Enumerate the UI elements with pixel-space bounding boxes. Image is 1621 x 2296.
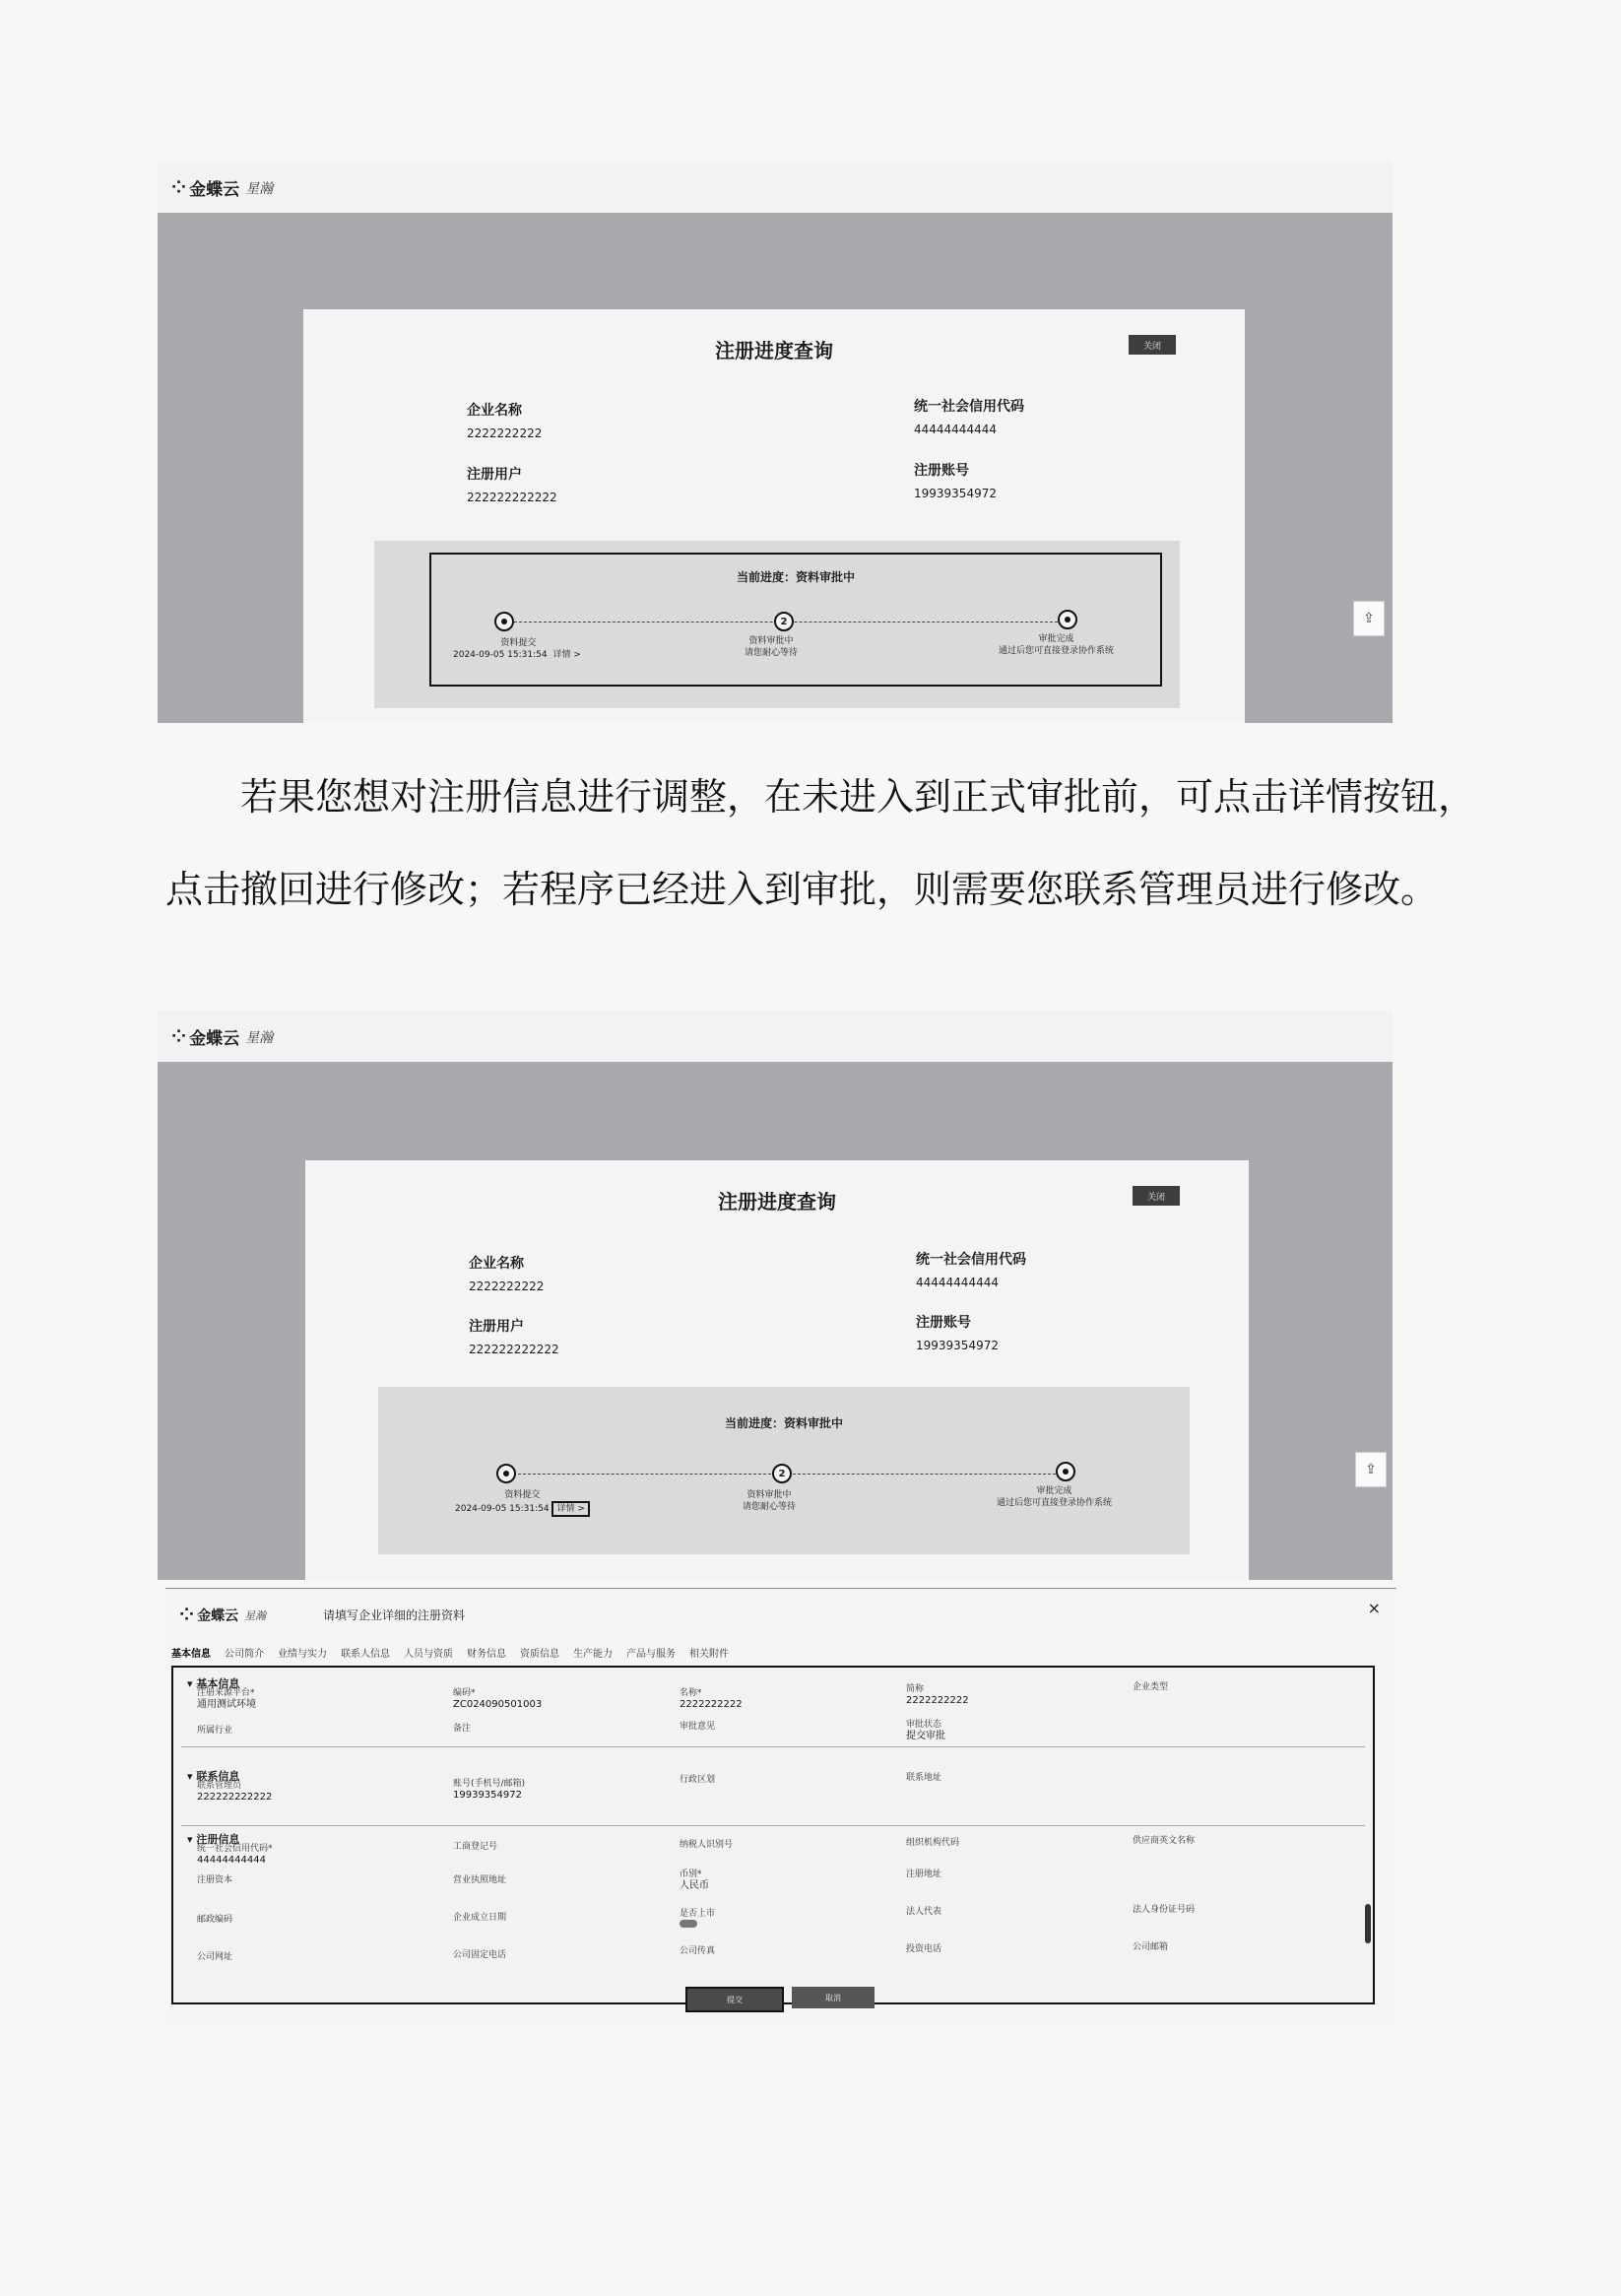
- company-type-field[interactable]: 企业类型: [1133, 1682, 1169, 1692]
- tab-qualification[interactable]: 资质信息: [520, 1649, 559, 1660]
- code-field[interactable]: 编码* ZC024090501003: [453, 1688, 543, 1710]
- invest-phone-field[interactable]: 投资电话: [906, 1944, 942, 1954]
- page-title: 注册进度查询: [718, 1190, 836, 1214]
- step1-text: 资料提交 2024-09-05 15:31:54 详情 >: [453, 637, 584, 661]
- step2-dot-icon: 2: [774, 612, 794, 631]
- tab-products[interactable]: 产品与服务: [626, 1649, 676, 1660]
- short-name-field[interactable]: 简称 2222222222: [906, 1684, 969, 1706]
- screenshot-registration-progress-detail: [158, 1011, 1393, 1580]
- user-field: 注册用户 222222222222: [469, 1319, 559, 1356]
- instruction-paragraph: 若果您想对注册信息进行调整，在未进入到正式审批前，可点击详情按钮，点击撤回进行修改；若程序已经进入到审批，则需要您联系管理员进行修改。: [165, 775, 1476, 911]
- step1-dot-icon: [496, 1464, 516, 1483]
- company-field: 企业名称 2222222222: [467, 403, 543, 440]
- modal-header: [165, 1589, 1396, 1638]
- tab-performance[interactable]: 业绩与实力: [278, 1649, 327, 1660]
- upload-icon[interactable]: ⇪: [1355, 1452, 1387, 1487]
- progress-card: [303, 309, 1245, 723]
- tab-finance[interactable]: 财务信息: [467, 1649, 506, 1660]
- tab-intro[interactable]: 公司简介: [225, 1649, 264, 1660]
- modal-tabs: [171, 1645, 729, 1660]
- app-logo: ⁘ 金蝶云 星瀚: [171, 177, 274, 200]
- upload-icon[interactable]: ⇪: [1353, 601, 1385, 636]
- reg-address-field[interactable]: 注册地址: [906, 1870, 942, 1879]
- address-field[interactable]: 联系地址: [906, 1773, 942, 1783]
- screenshot-registration-progress: [158, 162, 1393, 723]
- app-logo: ⁘ 金蝶云 星瀚: [171, 1026, 274, 1049]
- credit-code-field: 统一社会信用代码 44444444444: [914, 399, 1024, 436]
- step3-dot-icon: [1056, 1462, 1075, 1481]
- submit-button[interactable]: 提交: [685, 1987, 784, 2012]
- name-field[interactable]: 名称* 2222222222: [680, 1688, 743, 1710]
- account-field: 注册账号 19939354972: [916, 1315, 999, 1352]
- listed-toggle[interactable]: 是否上市: [680, 1908, 715, 1932]
- fax-field[interactable]: 公司传真: [680, 1946, 716, 1956]
- reg-source-field[interactable]: 注册来源平台* 通用测试环境: [197, 1688, 256, 1710]
- close-button[interactable]: 关闭: [1133, 1186, 1180, 1206]
- org-code-field[interactable]: 组织机构代码: [906, 1838, 960, 1848]
- page-title: 注册进度查询: [715, 339, 833, 362]
- progress-panel: [378, 1387, 1190, 1554]
- credit-code-field: 统一社会信用代码 44444444444: [916, 1252, 1026, 1289]
- modal-scrollbar[interactable]: [1365, 1904, 1371, 1943]
- supplier-en-field[interactable]: 供应商英文名称: [1133, 1836, 1196, 1846]
- progress-title: 当前进度：资料审批中: [724, 1416, 843, 1430]
- section-register[interactable]: ▾ 注册信息: [187, 1833, 240, 1846]
- app-header: [158, 1011, 1393, 1062]
- tax-id-field[interactable]: 纳税人识别号: [680, 1840, 734, 1850]
- biz-reg-field[interactable]: 工商登记号: [453, 1842, 498, 1852]
- step1-text: 资料提交 2024-09-05 15:31:54 详情 >: [455, 1489, 590, 1517]
- currency-field[interactable]: 币别* 人民币: [680, 1870, 709, 1891]
- app-header: [158, 162, 1393, 213]
- capital-field[interactable]: 注册资本: [197, 1875, 233, 1885]
- tab-staff[interactable]: 人员与资质: [404, 1649, 453, 1660]
- tab-attachments[interactable]: 相关附件: [689, 1649, 729, 1660]
- contact-field[interactable]: 联系管理员 222222222222: [197, 1781, 273, 1803]
- step3-dot-icon: [1058, 610, 1077, 629]
- logo-mark-icon: ⁘: [171, 177, 184, 198]
- progress-panel: [374, 541, 1180, 708]
- tab-basic[interactable]: 基本信息: [171, 1649, 211, 1660]
- user-field: 注册用户 222222222222: [467, 467, 557, 504]
- approval-opinion-field[interactable]: 审批意见: [680, 1722, 716, 1732]
- tab-production[interactable]: 生产能力: [573, 1649, 613, 1660]
- website-field[interactable]: 公司网址: [197, 1952, 233, 1962]
- legal-id-field[interactable]: 法人身份证号码: [1133, 1905, 1196, 1915]
- divider: [181, 1825, 1365, 1826]
- modal-title: 请填写企业详细的注册资料: [323, 1608, 466, 1622]
- detail-link[interactable]: 详情 >: [552, 650, 581, 660]
- logo-mark-icon: ⁘: [171, 1026, 184, 1047]
- progress-title: 当前进度：资料审批中: [736, 570, 855, 584]
- section-contact[interactable]: ▾ 联系信息: [187, 1770, 240, 1783]
- step3-text: 审批完成 通过后您可直接登录协作系统: [997, 1486, 1113, 1508]
- step1-dot-icon: [494, 612, 514, 631]
- close-icon[interactable]: ×: [1367, 1599, 1381, 1617]
- company-field: 企业名称 2222222222: [469, 1256, 545, 1293]
- progress-card: [305, 1160, 1249, 1580]
- phone-field[interactable]: 公司固定电话: [453, 1950, 507, 1960]
- step2-text: 资料审批中 请您耐心等待: [745, 636, 799, 658]
- biz-license-addr-field[interactable]: 营业执照地址: [453, 1875, 507, 1885]
- founded-date-field[interactable]: 企业成立日期: [453, 1913, 507, 1923]
- account-field: 注册账号 19939354972: [914, 463, 997, 500]
- status-field[interactable]: 审批状态 提交审批: [906, 1720, 945, 1741]
- credit-code-input[interactable]: 统一社会信用代码* 44444444444: [197, 1844, 273, 1866]
- industry-field[interactable]: 所属行业: [197, 1726, 233, 1736]
- postcode-field[interactable]: 邮政编码: [197, 1915, 233, 1925]
- cancel-button[interactable]: 取消: [792, 1987, 875, 2008]
- app-logo: ⁘ 金蝶云 星瀚: [179, 1605, 267, 1625]
- step3-text: 审批完成 通过后您可直接登录协作系统: [999, 634, 1115, 656]
- email-field[interactable]: 公司邮箱: [1133, 1942, 1169, 1952]
- contact-account-field[interactable]: 账号(手机号/邮箱) 19939354972: [453, 1779, 526, 1801]
- listed-switch[interactable]: [680, 1920, 697, 1928]
- step2-text: 资料审批中 请您耐心等待: [743, 1490, 797, 1512]
- legal-rep-field[interactable]: 法人代表: [906, 1907, 942, 1917]
- remark-field[interactable]: 备注: [453, 1724, 472, 1734]
- tab-contact[interactable]: 联系人信息: [341, 1649, 390, 1660]
- registration-detail-modal: [165, 1588, 1396, 2024]
- modal-form: [171, 1666, 1375, 2004]
- logo-mark-icon: ⁘: [179, 1605, 192, 1625]
- divider: [181, 1746, 1365, 1747]
- step2-dot-icon: 2: [772, 1464, 792, 1483]
- section-basic[interactable]: ▾ 基本信息: [187, 1677, 240, 1690]
- detail-link[interactable]: 详情 >: [551, 1501, 589, 1517]
- progress-highlight-box: [429, 553, 1162, 687]
- close-button[interactable]: 关闭: [1129, 335, 1176, 355]
- admin-region-field[interactable]: 行政区划: [680, 1775, 716, 1785]
